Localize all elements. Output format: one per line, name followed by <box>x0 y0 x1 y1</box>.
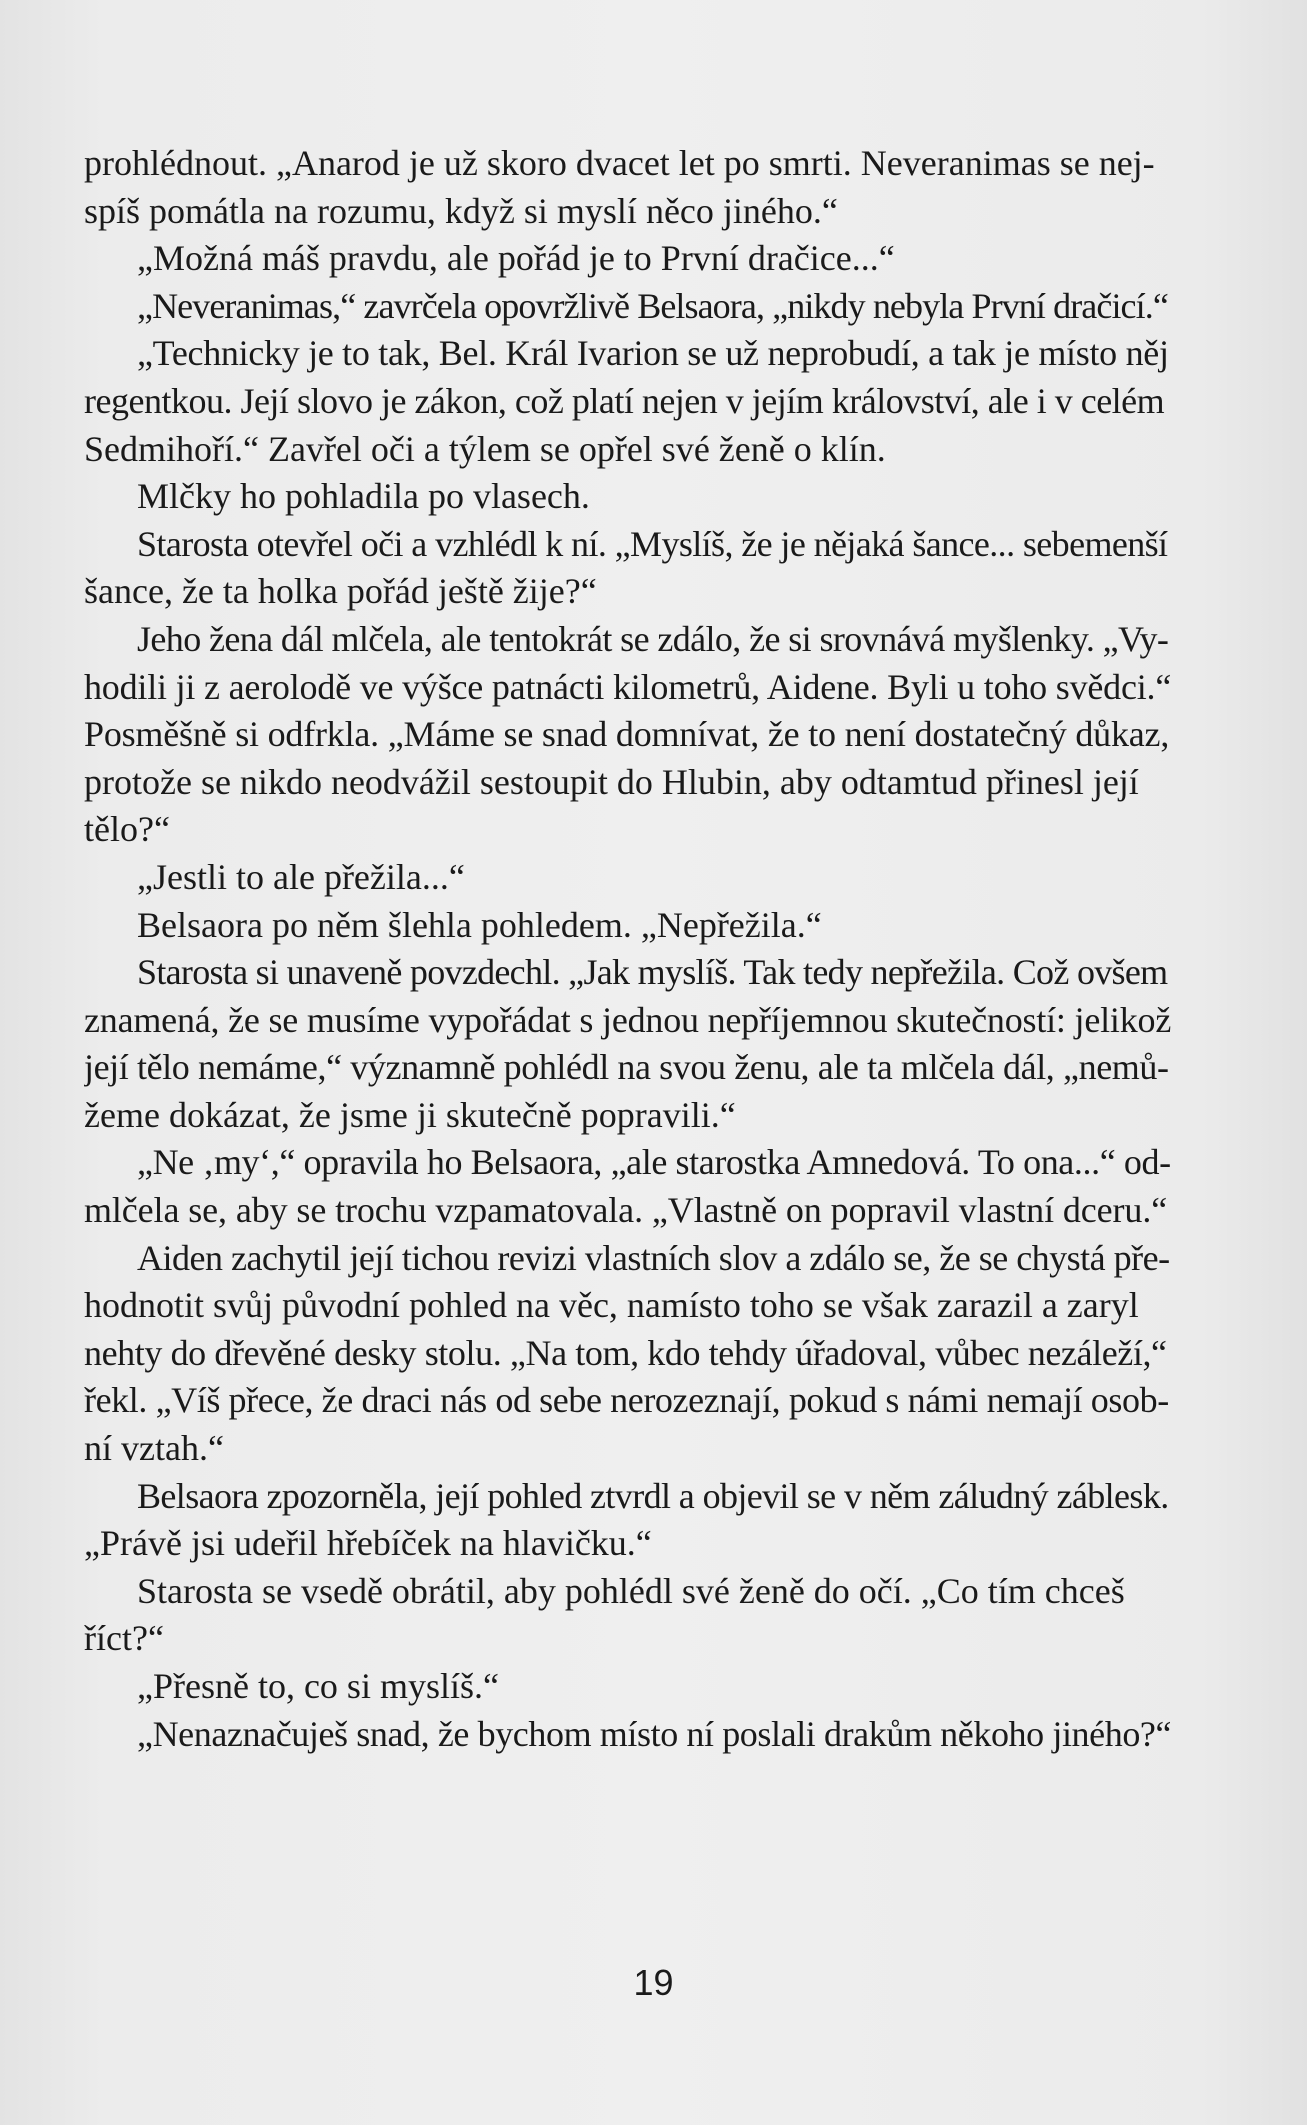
text-line: „Možná máš pravdu, ale pořád je to První dračice...“ <box>137 238 895 279</box>
text-line: říct?“ <box>84 1618 164 1659</box>
text-line: „Neveranimas,“ zavrčela opovržlivě Belsaora, „nikdy nebyla První dračicí.“ <box>137 285 1168 326</box>
text-line: Aiden zachytil její tichou revizi vlastních slov a zdálo se, že se chystá pře- <box>137 1237 1170 1278</box>
text-line: prohlédnout. „Anarod je už skoro dvacet let po smrti. Neveranimas se nej- <box>84 143 1155 183</box>
text-line: Belsaora po něm šlehla pohledem. „Nepřežila.“ <box>137 904 822 945</box>
page-number: 19 <box>633 1962 674 2003</box>
body-text <box>84 140 1171 1758</box>
text-line: ní vztah.“ <box>84 1428 224 1469</box>
text-line: Belsaora zpozorněla, její pohled ztvrdl a objevil se v něm záludný záblesk. <box>137 1475 1169 1516</box>
text-line: Sedmihoří.“ Zavřel oči a týlem se opřel své ženě o klín. <box>84 428 886 469</box>
text-line: Mlčky ho pohladila po vlasech. <box>137 476 590 517</box>
text-line: mlčela se, aby se trochu vzpamatovala. „Vlastně on popravil vlastní dceru.“ <box>84 1190 1168 1231</box>
text-line: „Jestli to ale přežila...“ <box>137 856 465 897</box>
text-line: řekl. „Víš přece, že draci nás od sebe nerozeznají, pokud s námi nemají osob- <box>84 1380 1169 1421</box>
text-line: nehty do dřevěné desky stolu. „Na tom, kdo tehdy úřadoval, vůbec nezáleží,“ <box>84 1332 1167 1373</box>
text-line: hodili ji z aerolodě ve výšce patnácti kilometrů, Aidene. Byli u toho svědci.“ <box>84 666 1171 707</box>
text-line: šance, že ta holka pořád ještě žije?“ <box>84 571 597 612</box>
text-line: spíš pomátla na rozumu, když si myslí něco jiného.“ <box>84 190 838 231</box>
text-line: „Ne ‚my‘,“ opravila ho Belsaora, „ale starostka Amnedová. To ona...“ od- <box>137 1142 1171 1183</box>
text-line: „Právě jsi udeřil hřebíček na hlavičku.“ <box>84 1523 652 1564</box>
text-line: znamená, že se musíme vypořádat s jednou nepříjemnou skutečností: jelikož <box>84 999 1171 1040</box>
text-line: žeme dokázat, že jsme ji skutečně popravili.“ <box>84 1094 736 1135</box>
text-line: „Technicky je to tak, Bel. Král Ivarion se už neprobudí, a tak je místo něj <box>137 333 1169 374</box>
text-line: protože se nikdo neodvážil sestoupit do Hlubin, aby odtamtud přinesl její <box>84 761 1139 802</box>
text-line: Starosta si unaveně povzdechl. „Jak myslíš. Tak tedy nepřežila. Což ovšem <box>137 952 1168 993</box>
text-line: Jeho žena dál mlčela, ale tentokrát se zdálo, že si srovnává myšlenky. „Vy- <box>137 618 1169 659</box>
text-line: její tělo nemáme,“ významně pohlédl na svou ženu, ale ta mlčela dál, „nemů- <box>84 1047 1169 1088</box>
text-line: Posměšně si odfrkla. „Máme se snad domnívat, že to není dostatečný důkaz, <box>84 714 1170 755</box>
text-line: „Nenaznačuješ snad, že bychom místo ní poslali drakům někoho jiného?“ <box>137 1713 1171 1754</box>
text-line: regentkou. Její slovo je zákon, což platí nejen v jejím království, ale i v celém <box>84 380 1165 421</box>
text-line: hodnotit svůj původní pohled na věc, namísto toho se však zarazil a zaryl <box>84 1285 1139 1326</box>
text-line: Starosta se vsedě obrátil, aby pohlédl své ženě do očí. „Co tím chceš <box>137 1570 1125 1611</box>
text-line: Starosta otevřel oči a vzhlédl k ní. „Myslíš, že je nějaká šance... sebemenší <box>137 523 1168 564</box>
text-line: tělo?“ <box>84 809 170 850</box>
text-line: „Přesně to, co si myslíš.“ <box>137 1666 499 1706</box>
